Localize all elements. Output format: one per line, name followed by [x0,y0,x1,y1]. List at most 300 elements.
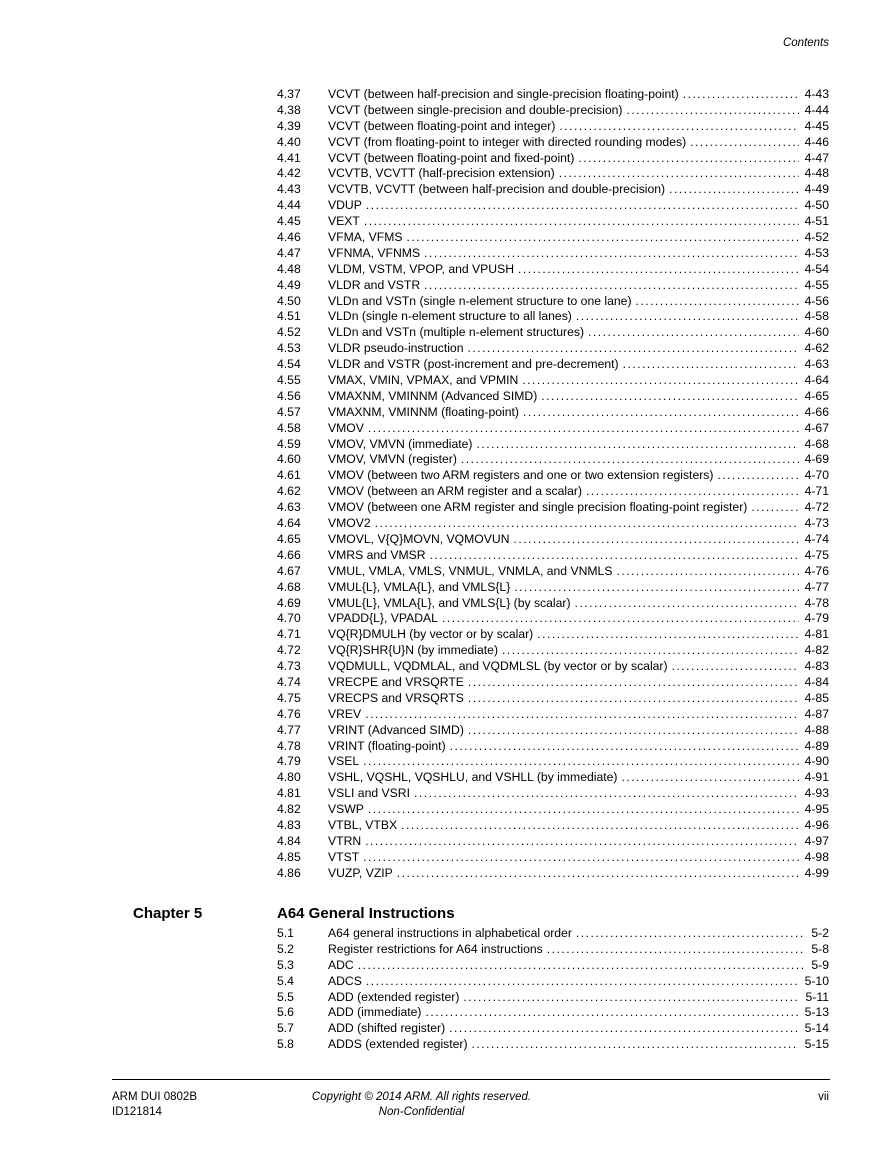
toc-entry-title[interactable]: VDUP [328,198,362,213]
toc-entry-page[interactable]: 4-49 [804,182,829,197]
toc-list-chapter-5 [277,926,829,1053]
toc-dot-leader [364,214,799,230]
toc-entry[interactable] [277,1005,829,1021]
footer-notice [0,1090,868,1120]
chapter-label[interactable]: Chapter 5 [133,905,203,922]
toc-entry-title[interactable]: VTBL, VTBX [328,817,398,832]
toc-entry-number: 5.4 [277,973,294,988]
toc-entry-number: 4.61 [277,468,301,483]
toc-entry[interactable] [277,182,829,198]
toc-dot-leader [683,87,799,103]
toc-entry[interactable] [277,723,829,739]
toc-entry[interactable] [277,866,829,882]
toc-entry-title[interactable]: VMAXNM, VMINNM (floating-point) [328,404,519,419]
toc-dot-leader [514,532,799,548]
toc-entry-number: 4.59 [277,436,301,451]
toc-entry-number: 4.53 [277,341,301,356]
toc-dot-leader [365,707,798,723]
toc-entry-number: 4.51 [277,309,301,324]
toc-entry-page[interactable]: 4-44 [804,102,829,117]
toc-entry[interactable] [277,325,829,341]
toc-entry-title[interactable]: VCVT (between floating-point and fixed-point) [328,150,575,165]
toc-entry-page[interactable]: 4-51 [804,214,829,229]
toc-dot-leader [575,596,799,612]
toc-entry-title[interactable]: VMOV2 [328,516,371,531]
toc-entry-title[interactable]: ADDS (extended register) [328,1037,468,1052]
toc-dot-leader [406,230,798,246]
toc-dot-leader [366,974,799,990]
toc-entry-number: 5.8 [277,1037,294,1052]
toc-entry-title[interactable]: VTRN [328,833,362,848]
toc-entry[interactable] [277,659,829,675]
toc-dot-leader [621,770,798,786]
toc-entry-number: 4.38 [277,102,301,117]
toc-entry[interactable] [277,405,829,421]
toc-entry-number: 5.5 [277,989,294,1004]
toc-entry-number: 4.58 [277,420,301,435]
toc-dot-leader [588,325,799,341]
toc-entry-title[interactable]: VLDn and VSTn (multiple n-element structures) [328,325,585,340]
toc-entry-number: 4.70 [277,611,301,626]
toc-entry-title[interactable]: VRINT (floating-point) [328,738,446,753]
toc-entry-page[interactable]: 5-9 [811,957,829,972]
toc-dot-leader [414,786,799,802]
toc-entry-page[interactable]: 4-73 [804,516,829,531]
toc-entry-number: 4.42 [277,166,301,181]
doc-id-secondary: ID121814 [112,1106,162,1118]
toc-dot-leader [751,500,798,516]
toc-entry-title[interactable]: VCVTB, VCVTT (half-precision extension) [328,166,555,181]
toc-entry[interactable] [277,770,829,786]
toc-entry-number: 4.73 [277,659,301,674]
toc-entry-title[interactable]: VSHL, VQSHL, VQSHLU, and VSHLL (by immediate) [328,770,618,785]
toc-entry-page[interactable]: 4-72 [804,500,829,515]
toc-entry-page[interactable]: 4-64 [804,373,829,388]
toc-dot-leader [616,564,798,580]
toc-entry-page[interactable]: 4-55 [804,277,829,292]
toc-entry-page[interactable]: 4-93 [804,786,829,801]
toc-entry-page[interactable]: 4-68 [804,436,829,451]
toc-entry-page[interactable]: 5-13 [804,1005,829,1020]
toc-entry-title[interactable]: VQ{R}SHR{U}N (by immediate) [328,643,499,658]
toc-entry[interactable] [277,246,829,262]
toc-entry-page[interactable]: 5-11 [805,989,829,1004]
toc-entry-title[interactable]: VCVT (between single-precision and double-precision) [328,102,623,117]
toc-entry-page[interactable]: 4-96 [804,817,829,832]
toc-dot-leader [368,421,799,437]
footer-divider [112,1079,830,1080]
toc-entry[interactable] [277,468,829,484]
toc-entry-number: 4.39 [277,118,301,133]
toc-entry-number: 4.47 [277,245,301,260]
toc-entry-page[interactable]: 4-91 [804,770,829,785]
toc-entry-title[interactable]: VMOV (between one ARM register and single precision floating-point register) [328,500,748,515]
toc-entry-page[interactable]: 4-69 [804,452,829,467]
toc-entry-title[interactable]: VCVT (between half-precision and single-precision floating-point) [328,87,679,101]
toc-entry[interactable] [277,452,829,468]
toc-entry-title[interactable]: VSWP [328,802,364,817]
toc-entry-page[interactable]: 5-8 [811,941,829,956]
toc-entry-page[interactable]: 4-52 [804,230,829,245]
toc-entry[interactable] [277,580,829,596]
toc-dot-leader [358,958,806,974]
toc-entry-number: 4.77 [277,722,301,737]
toc-entry[interactable] [277,309,829,325]
toc-entry-page[interactable]: 4-58 [804,309,829,324]
toc-entry-page[interactable]: 4-48 [804,166,829,181]
toc-dot-leader [472,1037,799,1053]
toc-entry[interactable] [277,990,829,1006]
toc-dot-leader [468,341,799,357]
toc-entry-page[interactable]: 4-88 [804,722,829,737]
toc-entry-title[interactable]: ADCS [328,973,362,988]
toc-dot-leader [518,262,799,278]
copyright-notice: Copyright © 2014 ARM. All rights reserved. [311,1091,532,1103]
toc-entry-number: 4.49 [277,277,301,292]
toc-entry[interactable] [277,707,829,723]
toc-entry-title[interactable]: VREV [328,706,362,721]
toc-dot-leader [476,437,798,453]
toc-entry[interactable] [277,484,829,500]
toc-entry[interactable] [277,500,829,516]
toc-dot-leader [397,866,799,882]
toc-entry-title[interactable]: VLDR pseudo-instruction [328,341,464,356]
toc-entry-page[interactable]: 4-85 [804,690,829,705]
toc-entry[interactable] [277,262,829,278]
toc-entry-number: 5.3 [277,957,294,972]
toc-entry-title[interactable]: VCVT (from floating-point to integer with directed rounding modes) [328,134,687,149]
toc-entry-number: 4.54 [277,357,301,372]
toc-dot-leader [578,151,798,167]
toc-entry[interactable] [277,532,829,548]
toc-entry-number: 4.72 [277,643,301,658]
toc-entry-title[interactable]: VSEL [328,754,360,769]
toc-entry-page[interactable]: 4-66 [804,404,829,419]
toc-entry-title[interactable]: VMOV, VMVN (register) [328,452,457,467]
toc-dot-leader [586,484,799,500]
toc-entry-number: 4.66 [277,547,301,562]
toc-entry-title[interactable]: VSLI and VSRI [328,786,410,801]
toc-entry-number: 4.69 [277,595,301,610]
toc-entry-page[interactable]: 4-63 [804,357,829,372]
toc-entry-page[interactable]: 4-43 [804,87,829,101]
toc-entry[interactable] [277,754,829,770]
toc-entry-title[interactable]: VLDR and VSTR [328,277,421,292]
toc-entry-number: 4.74 [277,674,301,689]
toc-dot-leader [366,198,799,214]
toc-entry-title[interactable]: ADC [328,957,354,972]
toc-dot-leader [502,643,799,659]
toc-entry-title[interactable]: VLDn (single n-element structure to all lanes) [328,309,572,324]
toc-entry-number: 4.78 [277,738,301,753]
toc-entry[interactable] [277,564,829,580]
toc-entry-title[interactable]: VRINT (Advanced SIMD) [328,722,464,737]
toc-entry-title[interactable]: VTST [328,849,360,864]
toc-entry-page[interactable]: 4-76 [804,563,829,578]
toc-entry-page[interactable]: 4-87 [804,706,829,721]
toc-entry-number: 4.81 [277,786,301,801]
toc-entry-page[interactable]: 4-89 [804,738,829,753]
toc-dot-leader [672,659,799,675]
toc-entry-page[interactable]: 4-47 [804,150,829,165]
toc-entry-title[interactable]: VRECPS and VRSQRTS [328,690,464,705]
toc-entry-title[interactable]: VEXT [328,214,360,229]
toc-entry-title[interactable]: VMAX, VMIN, VPMAX, and VPMIN [328,373,519,388]
toc-dot-leader [522,373,798,389]
toc-entry-number: 4.79 [277,754,301,769]
toc-entry-page[interactable]: 4-81 [804,627,829,642]
toc-dot-leader [576,926,805,942]
toc-entry[interactable] [277,942,829,958]
toc-entry-number: 4.57 [277,404,301,419]
toc-dot-leader [559,119,798,135]
toc-entry[interactable] [277,643,829,659]
toc-entry[interactable] [277,230,829,246]
toc-entry-number: 4.44 [277,198,301,213]
toc-entry[interactable] [277,119,829,135]
toc-dot-leader [623,357,799,373]
toc-dot-leader [365,834,798,850]
toc-dot-leader [523,405,799,421]
toc-entry-number: 4.65 [277,531,301,546]
chapter-title[interactable]: A64 General Instructions [277,905,455,922]
toc-entry[interactable] [277,357,829,373]
toc-entry[interactable] [277,151,829,167]
toc-entry-page[interactable]: 4-70 [804,468,829,483]
toc-entry-title[interactable]: Register restrictions for A64 instructions [328,941,543,956]
toc-entry-page[interactable]: 4-97 [804,833,829,848]
toc-dot-leader [669,182,798,198]
toc-entry-page[interactable]: 4-77 [804,579,829,594]
toc-dot-leader [717,468,798,484]
toc-dot-leader [468,723,799,739]
toc-entry-page[interactable]: 4-79 [804,611,829,626]
toc-entry-title[interactable]: VQDMULL, VQDMLAL, and VQDMLSL (by vector or by scalar) [328,659,668,674]
toc-entry-number: 4.85 [277,849,301,864]
toc-entry-page[interactable]: 4-99 [804,865,829,880]
toc-dot-leader [547,942,806,958]
toc-entry-number: 4.41 [277,150,301,165]
toc-entry-number: 4.75 [277,690,301,705]
toc-entry-page[interactable]: 4-98 [804,849,829,864]
toc-entry-number: 4.67 [277,563,301,578]
toc-entry-page[interactable]: 4-74 [804,531,829,546]
toc-entry-number: 4.46 [277,230,301,245]
toc-entry-number: 4.56 [277,388,301,403]
toc-entry-title[interactable]: VLDM, VSTM, VPOP, and VPUSH [328,261,515,276]
toc-entry-title[interactable]: VMOVL, V{Q}MOVN, VQMOVUN [328,531,510,546]
toc-dot-leader [626,103,798,119]
toc-entry[interactable] [277,373,829,389]
toc-dot-leader [514,580,798,596]
toc-entry-page[interactable]: 4-62 [804,341,829,356]
toc-entry[interactable] [277,103,829,119]
toc-entry-page[interactable]: 4-45 [804,118,829,133]
toc-entry-title[interactable]: ADD (extended register) [328,989,460,1004]
toc-entry-number: 4.62 [277,484,301,499]
toc-dot-leader [425,1005,798,1021]
toc-entry-number: 5.6 [277,1005,294,1020]
toc-entry-title[interactable]: VPADD{L}, VPADAL [328,611,438,626]
toc-entry[interactable] [277,1037,829,1053]
toc-dot-leader [468,691,799,707]
toc-entry[interactable] [277,198,829,214]
toc-entry-number: 4.55 [277,373,301,388]
toc-entry-number: 4.82 [277,802,301,817]
toc-dot-leader [363,850,798,866]
running-header: Contents [782,37,829,49]
toc-entry[interactable] [277,958,829,974]
toc-dot-leader [442,611,799,627]
toc-list-chapter-4 [277,87,829,882]
toc-entry-number: 4.86 [277,865,301,880]
toc-entry-page[interactable]: 4-46 [804,134,829,149]
toc-entry[interactable] [277,548,829,564]
toc-entry-page[interactable]: 4-71 [804,484,829,499]
toc-entry-page[interactable]: 4-60 [804,325,829,340]
toc-entry-title[interactable]: VMOV (between two ARM registers and one or two extension registers) [328,468,714,483]
toc-entry-title[interactable]: VMUL{L}, VMLA{L}, and VMLS{L} [328,579,511,594]
toc-entry-page[interactable]: 4-95 [804,802,829,817]
toc-entry-title[interactable]: VLDR and VSTR (post-increment and pre-decrement) [328,357,619,372]
toc-entry-page[interactable]: 4-84 [804,674,829,689]
toc-dot-leader [541,389,798,405]
toc-dot-leader [636,294,799,310]
toc-entry[interactable] [277,818,829,834]
toc-entry-title[interactable]: VFMA, VFMS [328,230,403,245]
toc-entry-page[interactable]: 5-15 [804,1037,829,1052]
toc-entry-number: 4.64 [277,516,301,531]
toc-entry-number: 4.52 [277,325,301,340]
toc-entry-page[interactable]: 5-10 [804,973,829,988]
toc-entry-title[interactable]: VLDn and VSTn (single n-element structure to one lane) [328,293,632,308]
toc-entry-page[interactable]: 4-56 [804,293,829,308]
toc-entry-number: 4.68 [277,579,301,594]
toc-entry-page[interactable]: 4-90 [804,754,829,769]
toc-entry-number: 4.60 [277,452,301,467]
toc-entry-title[interactable]: VUZP, VZIP [328,865,393,880]
toc-entry-page[interactable]: 4-83 [804,659,829,674]
toc-entry-title[interactable]: ADD (immediate) [328,1005,422,1020]
toc-entry[interactable] [277,786,829,802]
toc-entry-number: 4.63 [277,500,301,515]
toc-entry-page[interactable]: 4-53 [804,245,829,260]
toc-entry-title[interactable]: VFNMA, VFNMS [328,245,421,260]
toc-entry-title[interactable]: VMOV, VMVN (immediate) [328,436,473,451]
toc-entry[interactable] [277,1021,829,1037]
toc-entry-title[interactable]: VRECPE and VRSQRTE [328,674,464,689]
toc-dot-leader [690,135,798,151]
toc-entry-number: 4.76 [277,706,301,721]
toc-entry[interactable] [277,627,829,643]
toc-entry-title[interactable]: VMUL{L}, VMLA{L}, and VMLS{L} (by scalar) [328,595,571,610]
confidentiality-notice: Non-Confidential [378,1106,465,1118]
toc-dot-leader [363,754,798,770]
toc-entry-number: 4.50 [277,293,301,308]
toc-entry-title[interactable]: VMOV [328,420,364,435]
toc-entry-number: 4.40 [277,134,301,149]
toc-entry[interactable] [277,341,829,357]
toc-entry[interactable] [277,516,829,532]
toc-dot-leader [375,516,799,532]
toc-dot-leader [576,309,799,325]
toc-entry-number: 5.7 [277,1021,294,1036]
toc-dot-leader [424,246,799,262]
toc-dot-leader [424,278,798,294]
toc-entry[interactable] [277,974,829,990]
toc-dot-leader [468,675,799,691]
toc-entry[interactable] [277,675,829,691]
toc-dot-leader [449,1021,798,1037]
toc-entry-title[interactable]: VQ{R}DMULH (by vector or by scalar) [328,627,534,642]
toc-entry[interactable] [277,166,829,182]
toc-entry-number: 4.84 [277,833,301,848]
toc-entry-page[interactable]: 4-54 [804,261,829,276]
toc-entry-title[interactable]: A64 general instructions in alphabetical order [328,926,572,940]
toc-entry-page[interactable]: 4-50 [804,198,829,213]
toc-entry[interactable] [277,850,829,866]
toc-dot-leader [559,166,799,182]
toc-entry[interactable] [277,834,829,850]
toc-entry-page[interactable]: 5-14 [804,1021,829,1036]
toc-entry-title[interactable]: VCVTB, VCVTT (between half-precision and double-precision) [328,182,666,197]
toc-entry[interactable] [277,278,829,294]
toc-entry-number: 4.45 [277,214,301,229]
toc-entry-number: 4.71 [277,627,301,642]
toc-entry-page[interactable]: 4-75 [804,547,829,562]
toc-entry-number: 5.2 [277,941,294,956]
toc-entry-title[interactable]: VMAXNM, VMINNM (Advanced SIMD) [328,388,538,403]
toc-dot-leader [368,802,799,818]
toc-entry-page[interactable]: 4-78 [804,595,829,610]
toc-dot-leader [430,548,799,564]
toc-entry-number: 4.37 [277,87,301,101]
toc-entry-title[interactable]: ADD (shifted register) [328,1021,446,1036]
toc-entry-page[interactable]: 4-67 [804,420,829,435]
toc-entry-title[interactable]: VMUL, VMLA, VMLS, VNMUL, VNMLA, and VNMLS [328,563,613,578]
toc-entry[interactable] [277,802,829,818]
toc-entry-title[interactable]: VMOV (between an ARM register and a scalar) [328,484,583,499]
toc-entry-number: 4.43 [277,182,301,197]
toc-entry[interactable] [277,596,829,612]
toc-entry-page[interactable]: 4-82 [804,643,829,658]
toc-entry-number: 4.80 [277,770,301,785]
toc-dot-leader [463,990,799,1006]
toc-entry[interactable] [277,739,829,755]
toc-entry[interactable] [277,135,829,151]
doc-id: ARM DUI 0802B [112,1091,198,1103]
toc-entry-page[interactable]: 4-65 [804,388,829,403]
toc-entry[interactable] [277,691,829,707]
toc-entry[interactable] [277,389,829,405]
toc-entry[interactable] [277,294,829,310]
toc-entry-number: 5.1 [277,926,294,940]
toc-dot-leader [537,627,798,643]
toc-entry-title[interactable]: VCVT (between floating-point and integer) [328,118,556,133]
toc-dot-leader [461,452,799,468]
toc-entry-title[interactable]: VMRS and VMSR [328,547,426,562]
toc-entry[interactable] [277,437,829,453]
toc-entry[interactable] [277,421,829,437]
toc-entry-page[interactable]: 5-2 [811,926,829,940]
toc-entry[interactable] [277,87,829,103]
toc-entry[interactable] [277,214,829,230]
toc-entry-number: 4.48 [277,261,301,276]
toc-dot-leader [401,818,799,834]
toc-entry-number: 4.83 [277,817,301,832]
toc-entry[interactable] [277,926,829,942]
toc-entry[interactable] [277,611,829,627]
